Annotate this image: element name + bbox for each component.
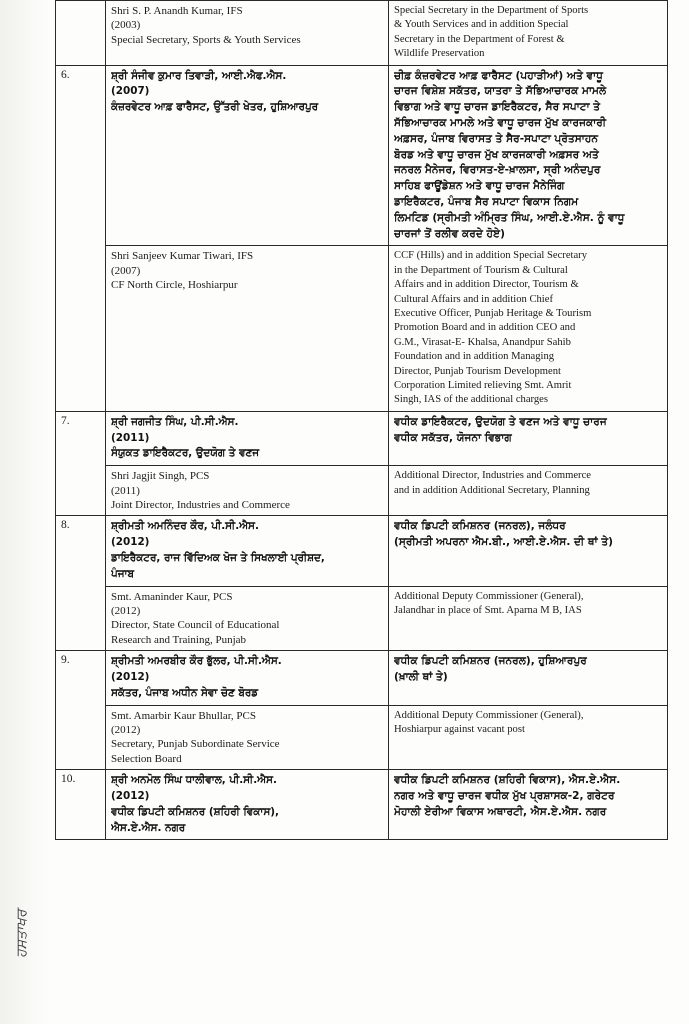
serial-number	[56, 1, 106, 66]
posting-line: ਨਗਰ ਅਤੇ ਵਾਧੂ ਚਾਰਜ ਵਧੀਕ ਮੁੱਖ ਪ੍ਰਸ਼ਾਸਕ-2, ਗਰੇਟਰ	[394, 790, 615, 803]
officer-line: Smt. Amarbir Kaur Bhullar, PCS	[111, 709, 257, 722]
officer-line: Secretary, Punjab Subordinate Service	[111, 738, 280, 751]
posting-line: Promotion Board and in addition CEO and	[394, 322, 576, 334]
officer-line: (2003)	[111, 19, 141, 32]
serial-number: 10.	[56, 770, 106, 840]
officer-line: ਸੰਯੁਕਤ ਡਾਇਰੈਕਟਰ, ਉਦਯੋਗ ਤੇ ਵਣਜ	[111, 447, 260, 460]
officer-line: Special Secretary, Sports & Youth Services	[111, 33, 301, 46]
officer-cell	[106, 516, 389, 586]
serial-number: 8.	[56, 516, 106, 651]
posting-cell	[389, 246, 668, 411]
posting-cell	[389, 770, 668, 840]
officer-line: Joint Director, Industries and Commerce	[111, 499, 290, 512]
officer-line: (2012)	[111, 790, 150, 803]
posting-line: ਅਫ਼ਸਰ, ਪੰਜਾਬ ਵਿਰਾਸਤ ਤੇ ਸੈਰ-ਸਪਾਟਾ ਪ੍ਰੋਤਸਾਹਨ	[394, 132, 598, 145]
posting-line: ਵਧੀਕ ਡਿਪਟੀ ਕਮਿਸ਼ਨਰ (ਜਨਰਲ), ਹੁਸ਼ਿਆਰਪੁਰ	[394, 655, 587, 668]
posting-line: Executive Officer, Punjab Heritage & Tourism	[394, 308, 592, 320]
officer-line: CF North Circle, Hoshiarpur	[111, 279, 238, 292]
posting-line: Director, Punjab Tourism Development	[394, 365, 561, 377]
posting-line: Hoshiarpur against vacant post	[394, 724, 525, 736]
table-row	[56, 246, 668, 411]
officer-line: Smt. Amaninder Kaur, PCS	[111, 590, 233, 603]
officer-line: ਸਕੱਤਰ, ਪੰਜਾਬ ਅਧੀਨ ਸੇਵਾ ਚੋਣ ਬੋਰਡ	[111, 686, 259, 699]
officer-line: ਸ਼੍ਰੀ ਸੰਜੀਵ ਕੁਮਾਰ ਤਿਵਾੜੀ, ਆਈ.ਐਫ.ਐਸ.	[111, 69, 287, 82]
officer-cell	[106, 770, 389, 840]
posting-line: ਚਾਰਜਾਂ ਤੋਂ ਰਲੀਵ ਕਰਦੇ ਹੋਏ)	[394, 227, 505, 240]
officer-line: Shri S. P. Anandh Kumar, IFS	[111, 5, 243, 17]
serial-number: 6.	[56, 65, 106, 411]
posting-line: and in addition Additional Secretary, Planning	[394, 484, 590, 496]
officer-line: (2012)	[111, 724, 141, 737]
table-row	[56, 1, 668, 66]
transfer-orders-table	[55, 0, 668, 840]
officer-line: ਕੰਜ਼ਰਵੇਟਰ ਆਫ਼ ਫਾਰੈਸਟ, ਉੱਤਰੀ ਖੇਤਰ, ਹੁਸ਼ਿਆਰਪੁਰ	[111, 101, 319, 114]
officer-line: ਸ਼੍ਰੀਮਤੀ ਅਮਰਬੀਰ ਕੌਰ ਭੁੱਲਰ, ਪੀ.ਸੀ.ਐਸ.	[111, 655, 282, 668]
posting-line: ਮੋਹਾਲੀ ਏਰੀਆ ਵਿਕਾਸ ਅਥਾਰਟੀ, ਐਸ.ਏ.ਐਸ. ਨਗਰ	[394, 805, 607, 818]
officer-line: (2011)	[111, 431, 150, 444]
posting-cell	[389, 1, 668, 66]
posting-line: ਵਧੀਕ ਡਿਪਟੀ ਕਮਿਸ਼ਨਰ (ਜਨਰਲ), ਜਲੰਧਰ	[394, 520, 566, 533]
posting-line: ਵਧੀਕ ਡਾਇਰੈਕਟਰ, ਉਦਯੋਗ ਤੇ ਵਣਜ ਅਤੇ ਵਾਧੂ ਚਾਰਜ	[394, 415, 607, 428]
posting-line: Additional Deputy Commissioner (General),	[394, 709, 584, 721]
officer-line: ਸ਼੍ਰੀ ਅਨਮੋਲ ਸਿੰਘ ਧਾਲੀਵਾਲ, ਪੀ.ਸੀ.ਐਸ.	[111, 774, 277, 787]
posting-line: Additional Director, Industries and Commerce	[394, 470, 591, 482]
officer-cell	[106, 411, 389, 465]
posting-line: Corporation Limited relieving Smt. Amrit	[394, 380, 572, 392]
table-row	[56, 65, 668, 246]
posting-line: Jalandhar in place of Smt. Aparna M B, IAS	[394, 605, 582, 617]
posting-line: G.M., Virasat-E- Khalsa, Anandpur Sahib	[394, 336, 571, 348]
posting-line: Affairs and in addition Director, Tourism &	[394, 279, 579, 291]
posting-cell	[389, 586, 668, 651]
posting-cell	[389, 411, 668, 465]
posting-line: Singh, IAS of the additional charges	[394, 394, 548, 406]
posting-line: Wildlife Preservation	[394, 48, 485, 60]
posting-line: ਜਨਰਲ ਮੈਨੇਜਰ, ਵਿਰਾਸਤ-ਏ-ਖ਼ਾਲਸਾ, ਸ੍ਰੀ ਅਨੰਦਪੁਰ	[394, 164, 601, 177]
officer-cell	[106, 586, 389, 651]
posting-cell	[389, 651, 668, 705]
officer-cell	[106, 705, 389, 770]
table-row	[56, 651, 668, 705]
posting-cell	[389, 705, 668, 770]
officer-cell	[106, 65, 389, 246]
posting-line: ਵਧੀਕ ਡਿਪਟੀ ਕਮਿਸ਼ਨਰ (ਸ਼ਹਿਰੀ ਵਿਕਾਸ), ਐਸ.ਏ.ਐਸ.	[394, 774, 621, 787]
officer-cell	[106, 1, 389, 66]
table-body	[56, 1, 668, 840]
officer-line: (2012)	[111, 671, 150, 684]
posting-line: Secretary in the Department of Forest &	[394, 33, 565, 45]
officer-line: ਡਾਇਰੈਕਟਰ, ਰਾਜ ਵਿੱਦਿਅਕ ਖੋਜ ਤੇ ਸਿਖਲਾਈ ਪ੍ਰੀਸ਼ਦ,	[111, 552, 325, 565]
table-row	[56, 466, 668, 516]
margin-signature-text: ਹਸਤਾਖਰ	[14, 909, 30, 958]
officer-line: Shri Sanjeev Kumar Tiwari, IFS	[111, 250, 254, 263]
serial-number: 7.	[56, 411, 106, 516]
posting-line: Foundation and in addition Managing	[394, 351, 555, 363]
officer-line: ਪੰਜਾਬ	[111, 567, 134, 580]
officer-line: ਸ਼੍ਰੀਮਤੀ ਅਮਨਿੰਦਰ ਕੌਰ, ਪੀ.ਸੀ.ਐਸ.	[111, 520, 259, 533]
posting-line: ਬੋਰਡ ਅਤੇ ਵਾਧੂ ਚਾਰਜ ਮੁੱਖ ਕਾਰਜਕਾਰੀ ਅਫ਼ਸਰ ਅਤੇ	[394, 148, 599, 161]
posting-line: (ਖ਼ਾਲੀ ਥਾਂ ਤੇ)	[394, 671, 448, 684]
posting-line: ਵਧੀਕ ਸਕੱਤਰ, ਯੋਜਨਾ ਵਿਭਾਗ	[394, 431, 512, 444]
officer-line: Selection Board	[111, 752, 182, 765]
posting-line: Cultural Affairs and in addition Chief	[394, 293, 553, 305]
officer-line: (2012)	[111, 605, 141, 618]
officer-cell	[106, 466, 389, 516]
officer-line: (2007)	[111, 264, 141, 277]
posting-line: ਵਿਭਾਗ ਅਤੇ ਵਾਧੂ ਚਾਰਜ ਡਾਇਰੈਕਟਰ, ਸੈਰ ਸਪਾਟਾ ਤੇ	[394, 101, 601, 114]
posting-line: ਚੀਫ਼ ਕੰਜ਼ਰਵੇਟਰ ਆਫ਼ ਫਾਰੈਸਟ (ਪਹਾੜੀਆਂ) ਅਤੇ ਵਾਧੂ	[394, 69, 603, 82]
posting-line: & Youth Services and in addition Special	[394, 19, 569, 31]
table-row	[56, 586, 668, 651]
posting-line: CCF (Hills) and in addition Special Secretary	[394, 250, 588, 262]
posting-line: ਸਾਹਿਬ ਫਾਊਂਡੇਸ਼ਨ ਅਤੇ ਵਾਧੂ ਚਾਰਜ ਮੈਨੇਜਿੰਗ	[394, 180, 565, 193]
posting-line: ਡਾਇਰੈਕਟਰ, ਪੰਜਾਬ ਸੈਰ ਸਪਾਟਾ ਵਿਕਾਸ ਨਿਗਮ	[394, 196, 579, 208]
margin-signature	[14, 848, 44, 960]
officer-cell	[106, 651, 389, 705]
officer-line: Director, State Council of Educational	[111, 619, 280, 632]
officer-line: ਸ਼੍ਰੀ ਜਗਜੀਤ ਸਿੰਘ, ਪੀ.ਸੀ.ਐਸ.	[111, 415, 239, 428]
serial-number: 9.	[56, 651, 106, 770]
officer-cell	[106, 246, 389, 411]
officer-line: ਐਸ.ਏ.ਐਸ. ਨਗਰ	[111, 821, 186, 834]
table-row	[56, 516, 668, 586]
officer-line: (2011)	[111, 484, 140, 497]
table-row	[56, 411, 668, 465]
officer-line: (2012)	[111, 536, 150, 549]
officer-line: Shri Jagjit Singh, PCS	[111, 470, 210, 483]
posting-line: (ਸ੍ਰੀਮਤੀ ਅਪਰਨਾ ਐਮ.ਬੀ., ਆਈ.ਏ.ਐਸ. ਦੀ ਥਾਂ ਤੇ)	[394, 536, 613, 549]
posting-cell	[389, 466, 668, 516]
posting-cell	[389, 65, 668, 246]
posting-line: Special Secretary in the Department of Sports	[394, 5, 589, 16]
table-row	[56, 770, 668, 840]
table-row	[56, 705, 668, 770]
officer-line: (2007)	[111, 85, 150, 98]
posting-line: ਚਾਰਜ ਵਿਸ਼ੇਸ਼ ਸਕੱਤਰ, ਯਾਤਰਾ ਤੇ ਸੱਭਿਆਚਾਰਕ ਮਾਮਲੇ	[394, 85, 607, 98]
posting-line: in the Department of Tourism & Cultural	[394, 264, 568, 276]
posting-line: ਸੱਭਿਆਚਾਰਕ ਮਾਮਲੇ ਅਤੇ ਵਾਧੂ ਚਾਰਜ ਮੁੱਖ ਕਾਰਜਕਾਰੀ	[394, 117, 607, 130]
posting-line: ਲਿਮਟਿਡ (ਸ੍ਰੀਮਤੀ ਅੰਮ੍ਰਿਤ ਸਿੰਘ, ਆਈ.ਏ.ਐਸ. ਨੂੰ ਵਾਧੂ	[394, 211, 625, 224]
officer-line: Research and Training, Punjab	[111, 633, 247, 646]
officer-line: ਵਧੀਕ ਡਿਪਟੀ ਕਮਿਸ਼ਨਰ (ਸ਼ਹਿਰੀ ਵਿਕਾਸ),	[111, 805, 279, 818]
posting-line: Additional Deputy Commissioner (General),	[394, 590, 584, 602]
posting-cell	[389, 516, 668, 586]
